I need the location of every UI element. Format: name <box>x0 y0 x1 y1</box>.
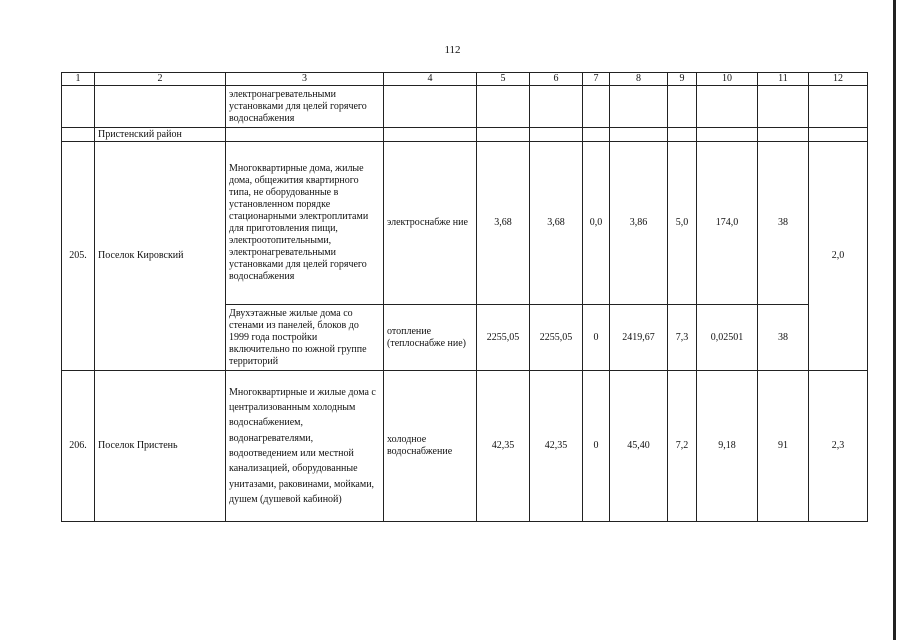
page-edge-line <box>893 0 896 640</box>
row-206-col8: 45,40 <box>610 371 668 522</box>
header-col-1: 1 <box>62 73 95 86</box>
row-205-sub-2-col9: 7,3 <box>668 305 697 371</box>
row-206-col7: 0 <box>583 371 610 522</box>
continuation-row <box>62 86 868 128</box>
row-206-col5: 42,35 <box>477 371 530 522</box>
row-206-service: холодное водоснабжение <box>384 371 477 522</box>
row-205-sub-1-service: электроснабже ние <box>384 142 477 305</box>
row-205-sub-1-col9: 5,0 <box>668 142 697 305</box>
row-206-settlement: Поселок Пристень <box>95 371 226 522</box>
header-col-10: 10 <box>697 73 758 86</box>
row-205-sub-1-col8: 3,86 <box>610 142 668 305</box>
header-col-4: 4 <box>384 73 477 86</box>
row-206-desc: Многоквартирные и жилые дома с централизованным холодным водоснабжением, водонагревателями, водоотведением или местной канализацией, оборудованные унитазами, раковинами, мойками, душем (душевой кабиной) <box>226 371 384 522</box>
header-col-9: 9 <box>668 73 697 86</box>
header-col-5: 5 <box>477 73 530 86</box>
header-col-3: 3 <box>226 73 384 86</box>
district-label: Пристенский район <box>95 128 226 142</box>
row-205-sub-2-col11: 38 <box>758 305 809 371</box>
row-205-sub-2-desc: Двухэтажные жилые дома со стенами из панелей, блоков до 1999 года постройки включительно по южной группе территорий <box>226 305 384 371</box>
header-col-2: 2 <box>95 73 226 86</box>
header-col-8: 8 <box>610 73 668 86</box>
row-205-sub-2-service: отопление (теплоснабже ние) <box>384 305 477 371</box>
row-205-sub-2-col8: 2419,67 <box>610 305 668 371</box>
row-206-col10: 9,18 <box>697 371 758 522</box>
header-row <box>62 73 868 86</box>
row-205-sub-2-col10: 0,02501 <box>697 305 758 371</box>
row-205-sub-2-col6: 2255,05 <box>530 305 583 371</box>
row-206-col6: 42,35 <box>530 371 583 522</box>
page-number: 112 <box>444 44 461 56</box>
header-col-7: 7 <box>583 73 610 86</box>
continuation-desc: электронагревательными установками для целей горячего водоснабжения <box>226 86 384 128</box>
row-205-sub-1-col6: 3,68 <box>530 142 583 305</box>
row-205-sub-1-col5: 3,68 <box>477 142 530 305</box>
row-205-sub-1-col7: 0,0 <box>583 142 610 305</box>
row-205-sub-1 <box>62 142 868 305</box>
row-205-sub-1-col11: 38 <box>758 142 809 305</box>
tariff-table <box>61 72 868 522</box>
row-205-number: 205. <box>62 142 95 371</box>
header-col-12: 12 <box>809 73 868 86</box>
row-205-settlement: Поселок Кировский <box>95 142 226 371</box>
row-205-sub-1-col10: 174,0 <box>697 142 758 305</box>
row-205-sub-2-col5: 2255,05 <box>477 305 530 371</box>
row-205-col12: 2,0 <box>809 142 868 371</box>
row-206 <box>62 371 868 522</box>
header-col-6: 6 <box>530 73 583 86</box>
row-206-col11: 91 <box>758 371 809 522</box>
header-col-11: 11 <box>758 73 809 86</box>
row-206-col12: 2,3 <box>809 371 868 522</box>
row-205-sub-2-col7: 0 <box>583 305 610 371</box>
row-206-number: 206. <box>62 371 95 522</box>
row-205-sub-1-desc: Многоквартирные дома, жилые дома, общежития квартирного типа, не оборудованные в установленном порядке стационарными электроплитами для приготовления пищи, электроотопительными, электронагревательными установками для целей горячего водоснабжения <box>226 142 384 305</box>
district-row <box>62 128 868 142</box>
row-206-col9: 7,2 <box>668 371 697 522</box>
